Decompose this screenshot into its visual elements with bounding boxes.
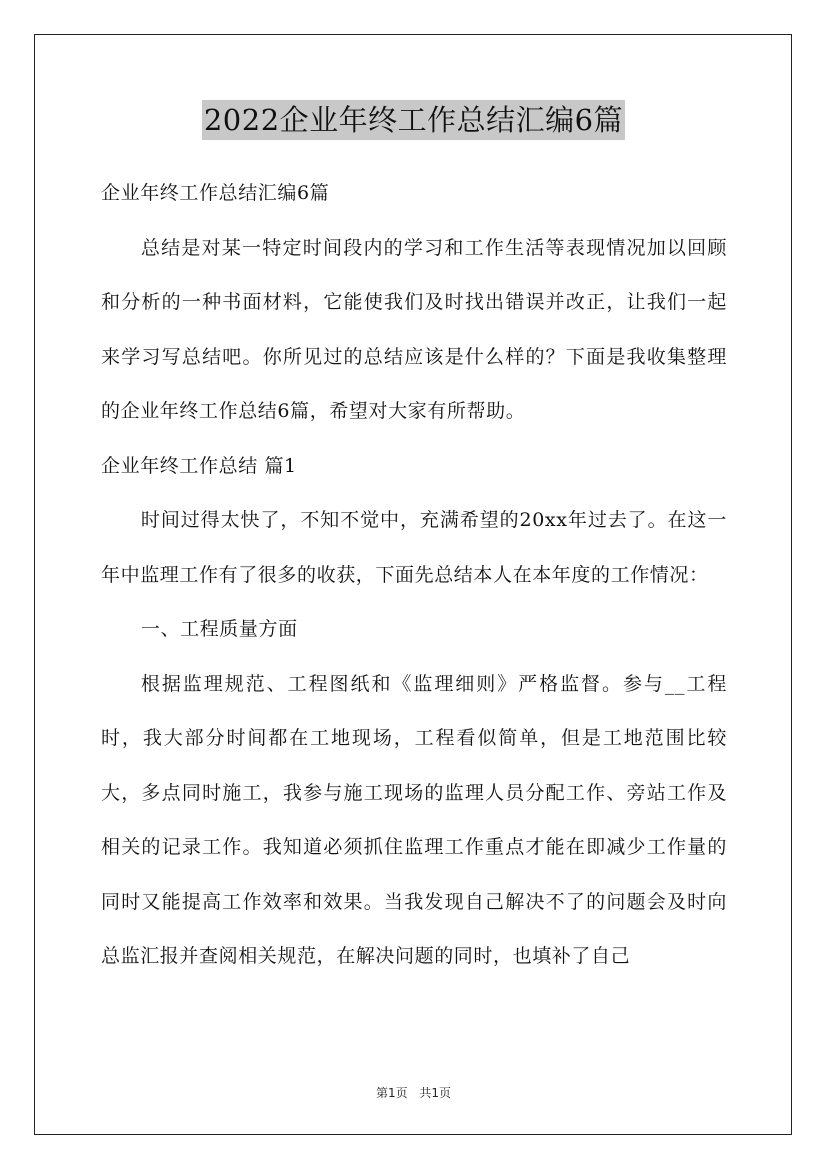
section-heading: 企业年终工作总结 篇1 xyxy=(101,454,297,477)
paragraph: 时间过得太快了，不知不觉中，充满希望的20xx年过去了。在这一年中监理工作有了很多的收获，下面先总结本人在本年度的工作情况： xyxy=(101,509,727,586)
page-total: 共1页 xyxy=(419,1086,452,1100)
paragraph: 总结是对某一特定时间段内的学习和工作生活等表现情况加以回顾和分析的一种书面材料，它能使我们及时找出错误并改正，让我们一起来学习写总结吧。你所见过的总结应该是什么样的？下面是我收集整理的企业年终工作总结6篇，希望对大家有所帮助。 xyxy=(101,236,727,422)
paragraph: 根据监理规范、工程图纸和《监理细则》严格监督。参与__工程时，我大部分时间都在工地现场，工程看似简单，但是工地范围比较大，多点同时施工，我参与施工现场的监理人员分配工作、旁站工作及相关的记录工作。我知道必须抓住监理工作重点才能在即减少工作量的同时又能提高工作效率和效果。当我发现自己解决不了的问题会及时向总监汇报并查阅相关规范，在解决问题的同时，也填补了自己 xyxy=(101,672,727,967)
subsection-heading: 一、工程质量方面 xyxy=(140,618,298,640)
document-title: 2022企业年终工作总结汇编6篇 xyxy=(202,100,625,140)
document-body xyxy=(101,166,727,984)
page-number: 第1页 xyxy=(375,1086,408,1100)
page-footer xyxy=(0,1084,827,1101)
paragraph: 企业年终工作总结汇编6篇 xyxy=(101,182,330,204)
title-wrap xyxy=(0,100,827,140)
